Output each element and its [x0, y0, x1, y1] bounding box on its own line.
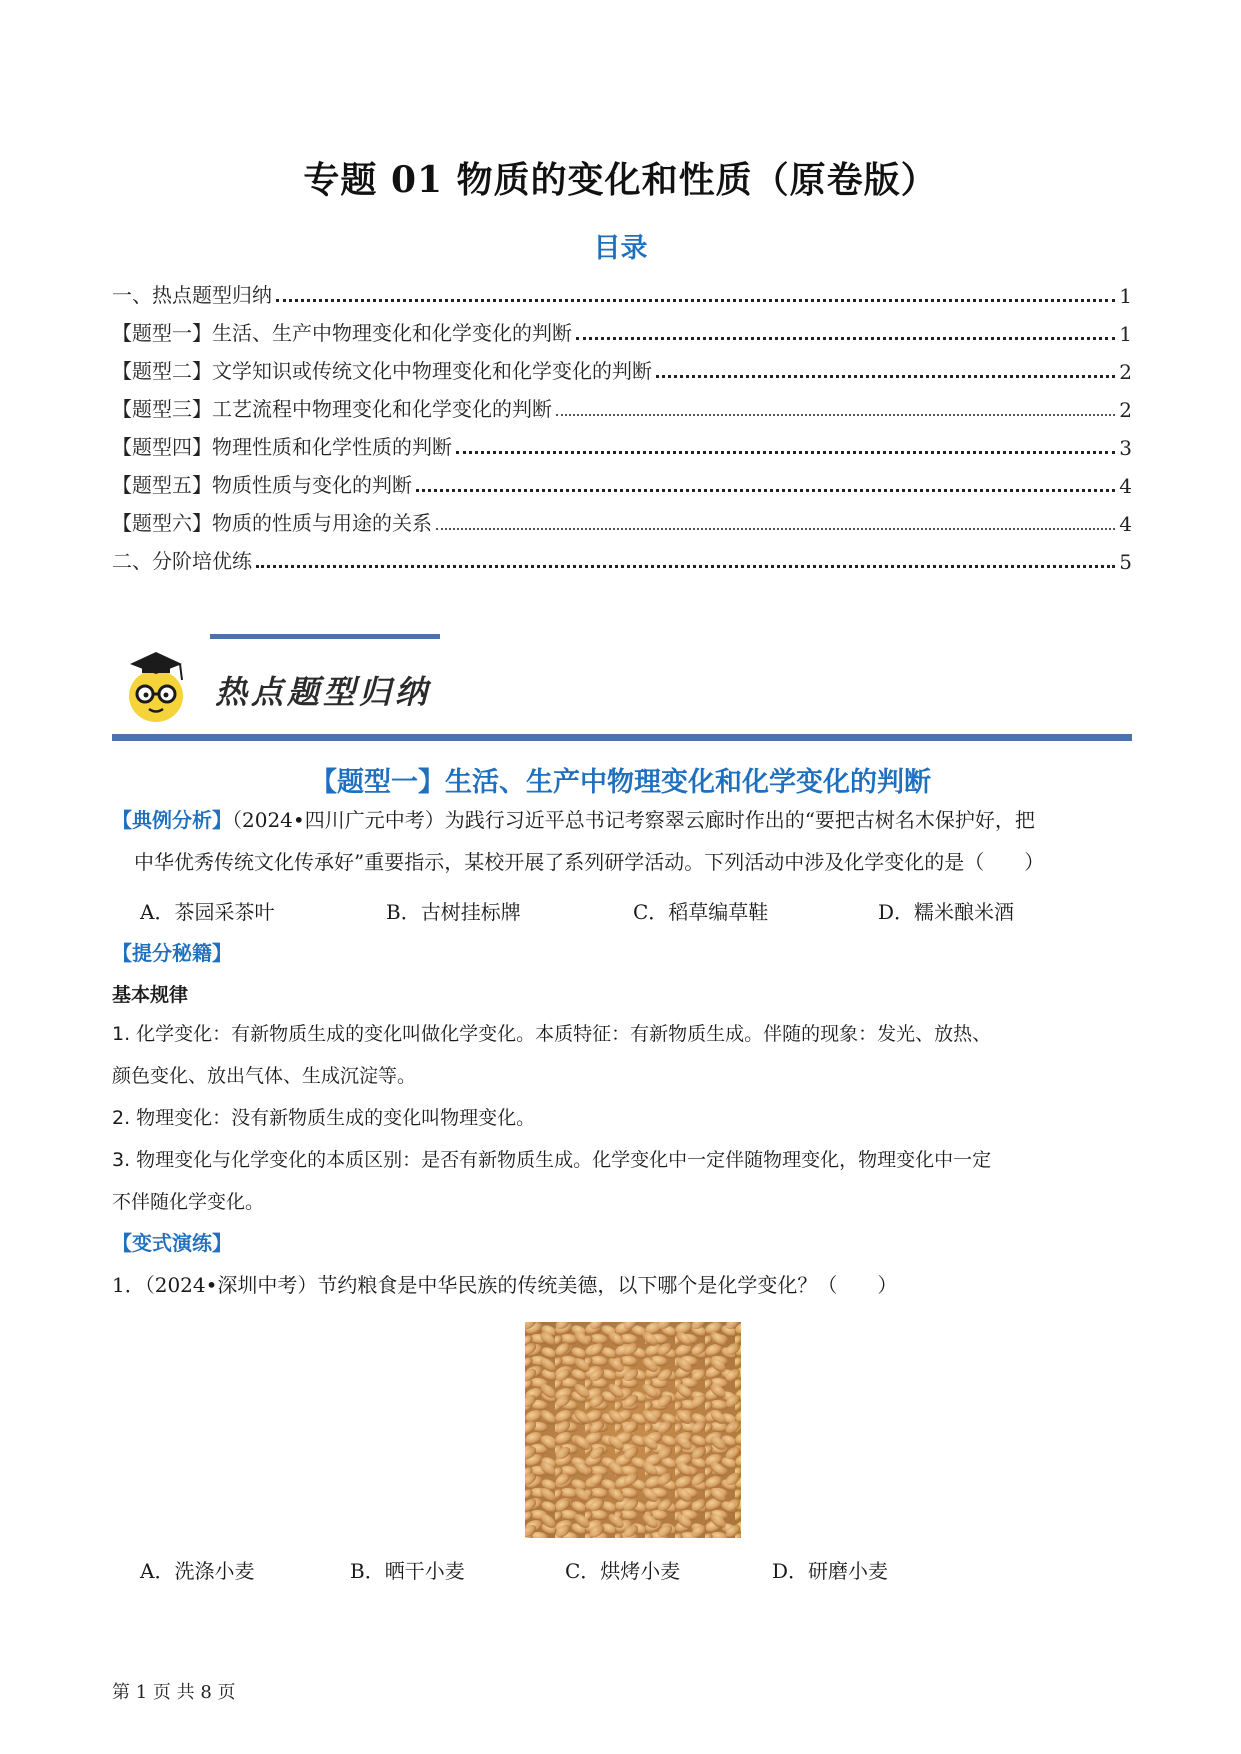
toc-leader-dots — [576, 337, 1115, 340]
example-tag: 【典例分析】 — [112, 808, 232, 832]
tips-point-1a: 1. 化学变化：有新物质生成的变化叫做化学变化。本质特征：有新物质生成。伴随的现象：发光、放热、 — [112, 1023, 992, 1045]
toc-item-label: 【题型三】工艺流程中物理变化和化学变化的判断 — [112, 397, 552, 421]
practice-option-c[interactable]: C．烘烤小麦 — [565, 1559, 681, 1583]
toc-item[interactable] — [112, 396, 1132, 422]
example-text-1: （2024•四川广元中考）为践行习近平总书记考察翠云廊时作出的“要把古树名木保护好，把 — [232, 808, 1035, 832]
toc-heading: 目录 — [593, 233, 648, 264]
tips-point-3b: 不伴随化学变化。 — [112, 1191, 265, 1213]
toc-item-page: 4 — [1119, 474, 1132, 498]
toc-item-page: 2 — [1119, 398, 1132, 422]
tips-tag: 【提分秘籍】 — [112, 941, 232, 965]
tips-point-2: 2. 物理变化：没有新物质生成的变化叫物理变化。 — [112, 1107, 536, 1129]
toc-item[interactable] — [112, 548, 1132, 574]
toc-item-page: 2 — [1119, 360, 1132, 384]
toc-item[interactable] — [112, 282, 1132, 308]
example-text-2: 中华优秀传统文化传承好”重要指示，某校开展了系列研学活动。下列活动中涉及化学变化的是（ ） — [134, 850, 1045, 874]
practice-question-1: 1．（2024•深圳中考）节约粮食是中华民族的传统美德，以下哪个是化学变化？（ ） — [112, 1273, 898, 1297]
banner-bottom-rule — [112, 734, 1132, 741]
example-option-a[interactable]: A．茶园采茶叶 — [140, 900, 275, 924]
toc-item-label: 一、热点题型归纳 — [112, 283, 272, 307]
practice-option-a[interactable]: A．洗涤小麦 — [140, 1559, 255, 1583]
practice-option-b[interactable]: B．晒干小麦 — [350, 1559, 465, 1583]
example-option-c[interactable]: C．稻草编草鞋 — [633, 900, 769, 924]
example-option-b[interactable]: B．古树挂标牌 — [386, 900, 521, 924]
toc-item-page: 1 — [1119, 284, 1132, 308]
toc-leader-dots — [436, 528, 1115, 530]
page-footer: 第 1 页 共 8 页 — [112, 1682, 236, 1703]
toc-item[interactable] — [112, 358, 1132, 384]
example-line-1 — [112, 803, 1142, 837]
toc-item-page: 4 — [1119, 512, 1132, 536]
toc-item-label: 【题型五】物质性质与变化的判断 — [112, 473, 412, 497]
toc-item-label: 【题型四】物理性质和化学性质的判断 — [112, 435, 452, 459]
toc-item[interactable] — [112, 510, 1132, 536]
tips-point-1b: 颜色变化、放出气体、生成沉淀等。 — [112, 1065, 417, 1087]
toc-item-page: 5 — [1119, 550, 1132, 574]
page-title: 专题 01 物质的变化和性质（原卷版） — [303, 159, 938, 201]
toc-item-page: 3 — [1119, 436, 1132, 460]
toc-item-label: 【题型六】物质的性质与用途的关系 — [112, 511, 432, 535]
toc-item-label: 二、分阶培优练 — [112, 549, 252, 573]
section-title: 【题型一】生活、生产中物理变化和化学变化的判断 — [310, 767, 931, 798]
section-banner — [112, 634, 1132, 744]
toc-leader-dots — [456, 451, 1115, 454]
tips-point-3a: 3. 物理变化与化学变化的本质区别：是否有新物质生成。化学变化中一定伴随物理变化，物理变化中一定 — [112, 1149, 992, 1171]
banner-top-rule — [210, 634, 440, 639]
toc-item[interactable] — [112, 472, 1132, 498]
tips-subheading: 基本规律 — [112, 984, 189, 1006]
toc-item-label: 【题型二】文学知识或传统文化中物理变化和化学变化的判断 — [112, 359, 652, 383]
toc-item-label: 【题型一】生活、生产中物理变化和化学变化的判断 — [112, 321, 572, 345]
toc-leader-dots — [656, 375, 1115, 378]
toc-item[interactable] — [112, 434, 1132, 460]
wheat-grains-image — [525, 1322, 741, 1538]
scholar-mascot-icon — [124, 646, 188, 726]
practice-option-d[interactable]: D．研磨小麦 — [772, 1559, 889, 1583]
toc-item-page: 1 — [1119, 322, 1132, 346]
toc-leader-dots — [276, 299, 1115, 302]
banner-text: 热点题型归纳 — [215, 673, 432, 711]
example-option-d[interactable]: D．糯米酿米酒 — [878, 900, 1015, 924]
toc-leader-dots — [416, 489, 1115, 492]
toc-item[interactable] — [112, 320, 1132, 346]
toc-leader-dots — [556, 414, 1115, 416]
practice-tag: 【变式演练】 — [112, 1231, 232, 1255]
toc-leader-dots — [256, 565, 1115, 568]
